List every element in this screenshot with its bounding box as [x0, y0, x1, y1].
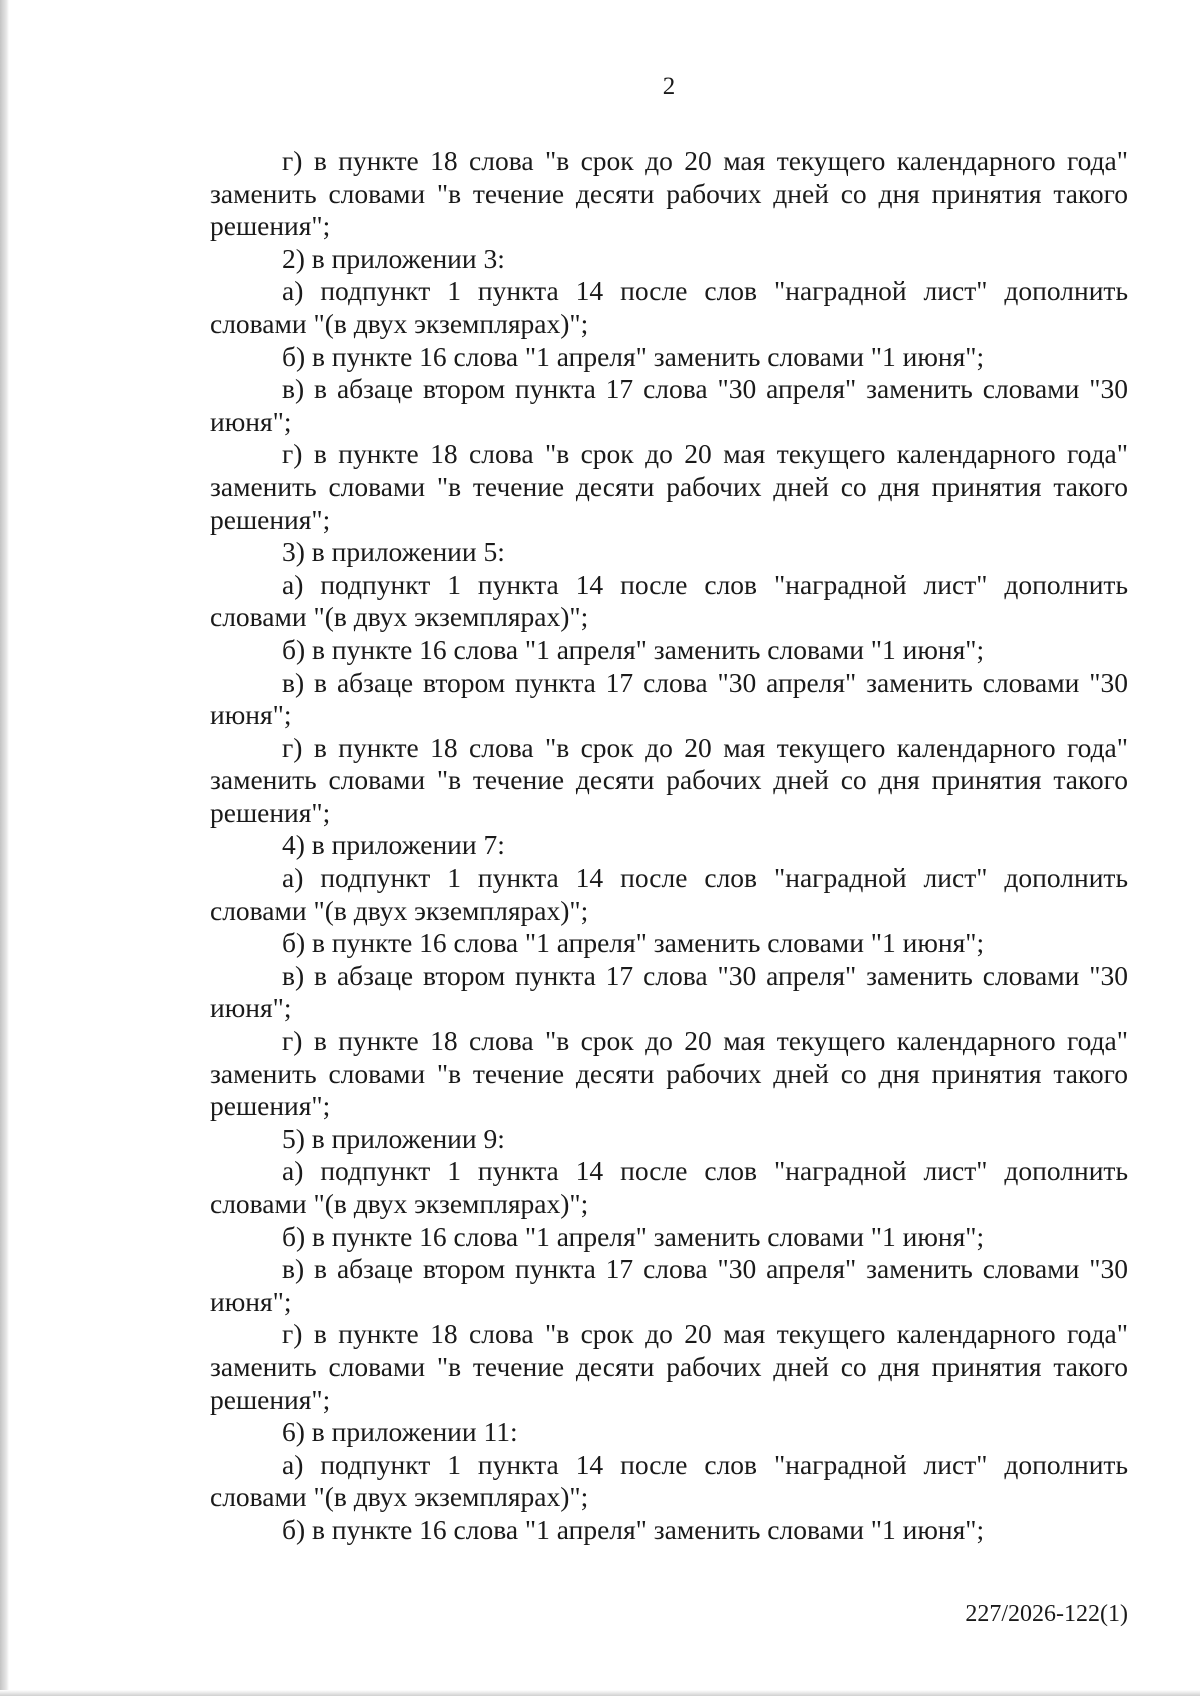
paragraph-3-g: г) в пункте 18 слова "в срок до 20 мая текущего календарного года" заменить словами "в течение десяти рабочих дней со дня принятия такого решения";	[210, 731, 1128, 828]
paragraph-2-b: б) в пункте 16 слова "1 апреля" заменить словами "1 июня";	[282, 340, 985, 372]
document-code: 227/2026-122(1)	[965, 1601, 1128, 1627]
paragraph-4-g: г) в пункте 18 слова "в срок до 20 мая текущего календарного года" заменить словами "в течение десяти рабочих дней со дня принятия такого решения";	[210, 1025, 1128, 1122]
paragraph-item-5-heading: 5) в приложении 9:	[282, 1122, 505, 1154]
paragraph-5-a: а) подпункт 1 пункта 14 после слов "наградной лист" дополнить словами "(в двух экземплярах)";	[210, 1155, 1128, 1219]
paragraph-2-a: а) подпункт 1 пункта 14 после слов "наградной лист" дополнить словами "(в двух экземплярах)";	[210, 275, 1128, 339]
paragraph-2-v: в) в абзаце втором пункта 17 слова "30 апреля" заменить словами "30 июня";	[210, 373, 1128, 437]
paragraph-3-v: в) в абзаце втором пункта 17 слова "30 апреля" заменить словами "30 июня";	[210, 666, 1128, 731]
paragraph-4-b: б) в пункте 16 слова "1 апреля" заменить словами "1 июня";	[282, 927, 985, 959]
paragraph-item-6-heading: 6) в приложении 11:	[282, 1416, 518, 1448]
paragraph-item-4-heading: 4) в приложении 7:	[282, 829, 505, 861]
paragraph-3-b: б) в пункте 16 слова "1 апреля" заменить словами "1 июня";	[282, 633, 985, 665]
paragraph-5-g: г) в пункте 18 слова "в срок до 20 мая текущего календарного года" заменить словами "в течение десяти рабочих дней со дня принятия такого решения";	[210, 1318, 1128, 1415]
paragraph-5-b: б) в пункте 16 слова "1 апреля" заменить словами "1 июня";	[282, 1220, 985, 1252]
document-body	[210, 145, 1128, 1547]
page-number: 2	[662, 73, 676, 100]
paragraph-6-b: б) в пункте 16 слова "1 апреля" заменить словами "1 июня";	[282, 1513, 985, 1545]
paragraph-item-3-heading: 3) в приложении 5:	[282, 536, 505, 568]
paragraph-4-v: в) в абзаце втором пункта 17 слова "30 апреля" заменить словами "30 июня";	[210, 959, 1128, 1024]
paragraph-6-a: а) подпункт 1 пункта 14 после слов "наградной лист" дополнить словами "(в двух экземплярах)";	[210, 1448, 1128, 1513]
paragraph-4-a: а) подпункт 1 пункта 14 после слов "наградной лист" дополнить словами "(в двух экземплярах)";	[210, 862, 1128, 926]
paragraph-item-2-heading: 2) в приложении 3:	[282, 242, 505, 274]
paragraph-1-g: г) в пункте 18 слова "в срок до 20 мая текущего календарного года" заменить словами "в течение десяти рабочих дней со дня принятия такого решения";	[210, 145, 1128, 242]
paragraph-3-a: а) подпункт 1 пункта 14 после слов "наградной лист" дополнить словами "(в двух экземплярах)";	[210, 568, 1128, 633]
paragraph-2-g: г) в пункте 18 слова "в срок до 20 мая текущего календарного года" заменить словами "в течение десяти рабочих дней со дня принятия такого решения";	[210, 438, 1128, 535]
paragraph-5-v: в) в абзаце втором пункта 17 слова "30 апреля" заменить словами "30 июня";	[210, 1253, 1128, 1317]
